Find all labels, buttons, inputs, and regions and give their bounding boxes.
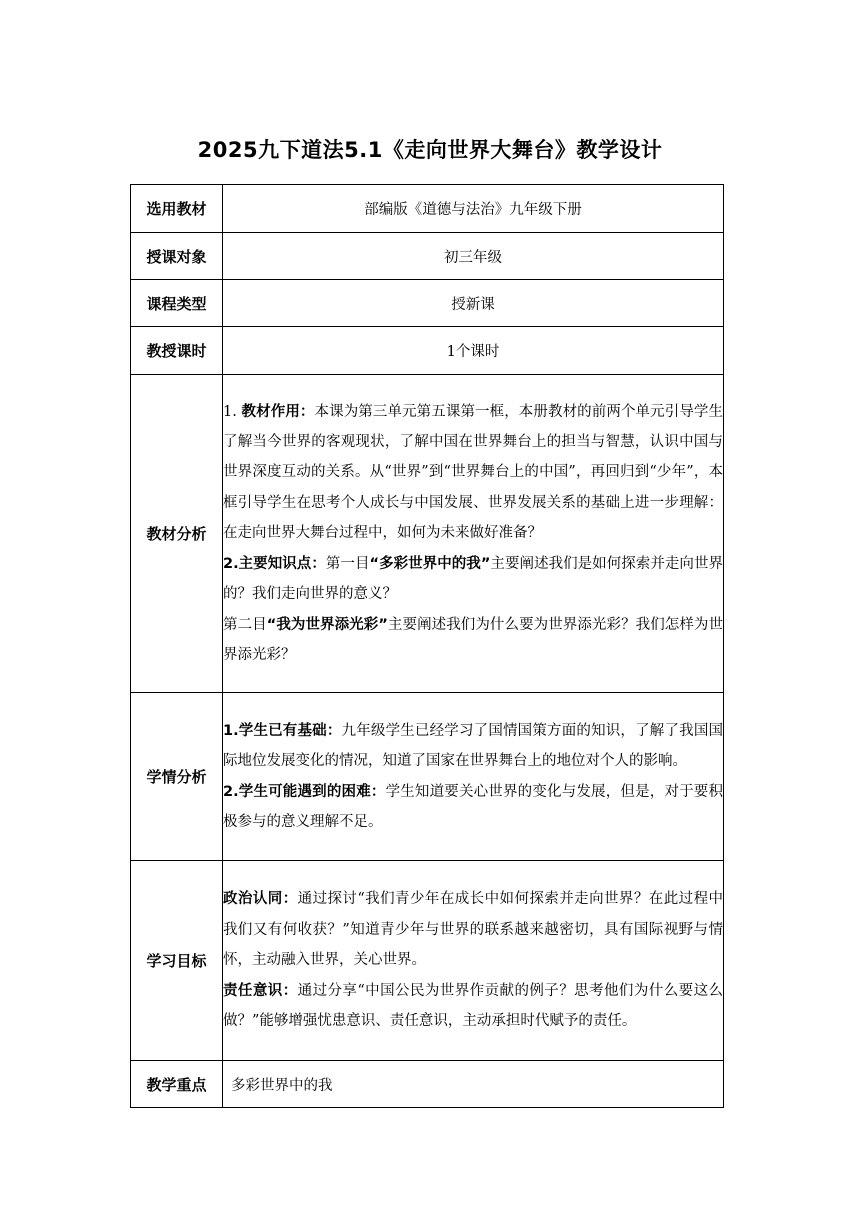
analysis-p1-heading: 教材作用：	[241, 403, 315, 420]
analysis-p2-topic: “多彩世界中的我”	[369, 555, 491, 572]
students-p2-heading: 2.学生可能遇到的困难：	[223, 783, 386, 800]
row-label-audience: 授课对象	[131, 233, 223, 280]
table-row-hours	[131, 327, 724, 375]
analysis-paragraph-2	[223, 549, 723, 610]
analysis-paragraph-1	[223, 397, 723, 549]
goals-p2-heading: 责任意识：	[223, 982, 298, 999]
analysis-p3-text-2: 主要阐述我们为什么要为世界添光彩？我们怎样为世界添光彩？	[223, 616, 724, 663]
students-p1-text: 九年级学生已经学习了国情国策方面的知识，了解了我国国际地位发展变化的情况，知道了国家在世界舞台上的地位对个人的影响。	[223, 722, 723, 770]
row-value-focus: 多彩世界中的我	[223, 1061, 724, 1108]
row-label-lesson-type: 课程类型	[131, 280, 223, 327]
analysis-p1-number: 1.	[223, 403, 237, 420]
table-row-material	[131, 185, 724, 233]
analysis-p2-text: 第一目	[325, 555, 370, 572]
analysis-p2-text-2: 主要阐述我们是如何探索并走向世界的？我们走向世界的意义？	[223, 555, 723, 603]
goals-p1-text: 通过探讨“我们青少年在成长中如何探索并走向世界？在此过程中我们又有何收获？”知道青少年与世界的联系越来越密切，具有国际视野与情怀，主动融入世界，关心世界。	[223, 891, 723, 969]
lesson-design-table	[130, 184, 724, 1108]
row-content-analysis	[223, 375, 724, 693]
goals-p1-heading: 政治认同：	[223, 891, 298, 908]
analysis-p2-heading: 2.主要知识点：	[223, 555, 326, 572]
row-content-students	[223, 693, 724, 861]
row-value-audience: 初三年级	[223, 233, 724, 280]
table-row-lesson-type	[131, 280, 724, 327]
goals-paragraph-1	[223, 884, 723, 975]
row-content-goals	[223, 861, 724, 1061]
table-row-focus	[131, 1061, 724, 1108]
row-label-goals: 学习目标	[131, 861, 223, 1061]
table-row-analysis	[131, 375, 724, 693]
analysis-paragraph-3	[223, 610, 723, 671]
row-value-lesson-type: 授新课	[223, 280, 724, 327]
analysis-p1-text: 本课为第三单元第五课第一框，本册教材的前两个单元引导学生了解当今世界的客观现状，了解中国在世界舞台上的担当与智慧，认识中国与世界深度互动的关系。从“世界”到“世界舞台上的中国”，再回归到“少年”，本框引导学生在思考个人成长与中国发展、世界发展关系的基础上进一步理解：在走向世界大舞台过程中，如何为未来做好准备？	[223, 403, 724, 542]
table-row-students	[131, 693, 724, 861]
row-label-students: 学情分析	[131, 693, 223, 861]
analysis-p3-text: 第二目	[223, 616, 267, 633]
students-p2-text: 学生知道要关心世界的变化与发展，但是，对于要积极参与的意义理解不足。	[223, 783, 723, 830]
row-label-focus: 教学重点	[131, 1061, 223, 1108]
goals-p2-text: 通过分享“中国公民为世界作贡献的例子？思考他们为什么要这么做？”能够增强忧患意识、责任意识，主动承担时代赋予的责任。	[223, 982, 723, 1030]
students-paragraph-1	[223, 716, 723, 777]
row-label-hours: 教授课时	[131, 327, 223, 375]
row-label-material: 选用教材	[131, 185, 223, 233]
row-value-hours: 1个课时	[223, 327, 724, 375]
students-paragraph-2	[223, 777, 723, 838]
goals-paragraph-2	[223, 976, 723, 1037]
document-title: 2025九下道法5.1《走向世界大舞台》教学设计	[197, 138, 663, 162]
analysis-p3-topic: “我为世界添光彩”	[266, 616, 388, 633]
table-row-goals	[131, 861, 724, 1061]
table-row-audience	[131, 233, 724, 280]
row-value-material: 部编版《道德与法治》九年级下册	[223, 185, 724, 233]
students-p1-heading: 1.学生已有基础：	[223, 722, 342, 739]
row-label-analysis: 教材分析	[131, 375, 223, 693]
